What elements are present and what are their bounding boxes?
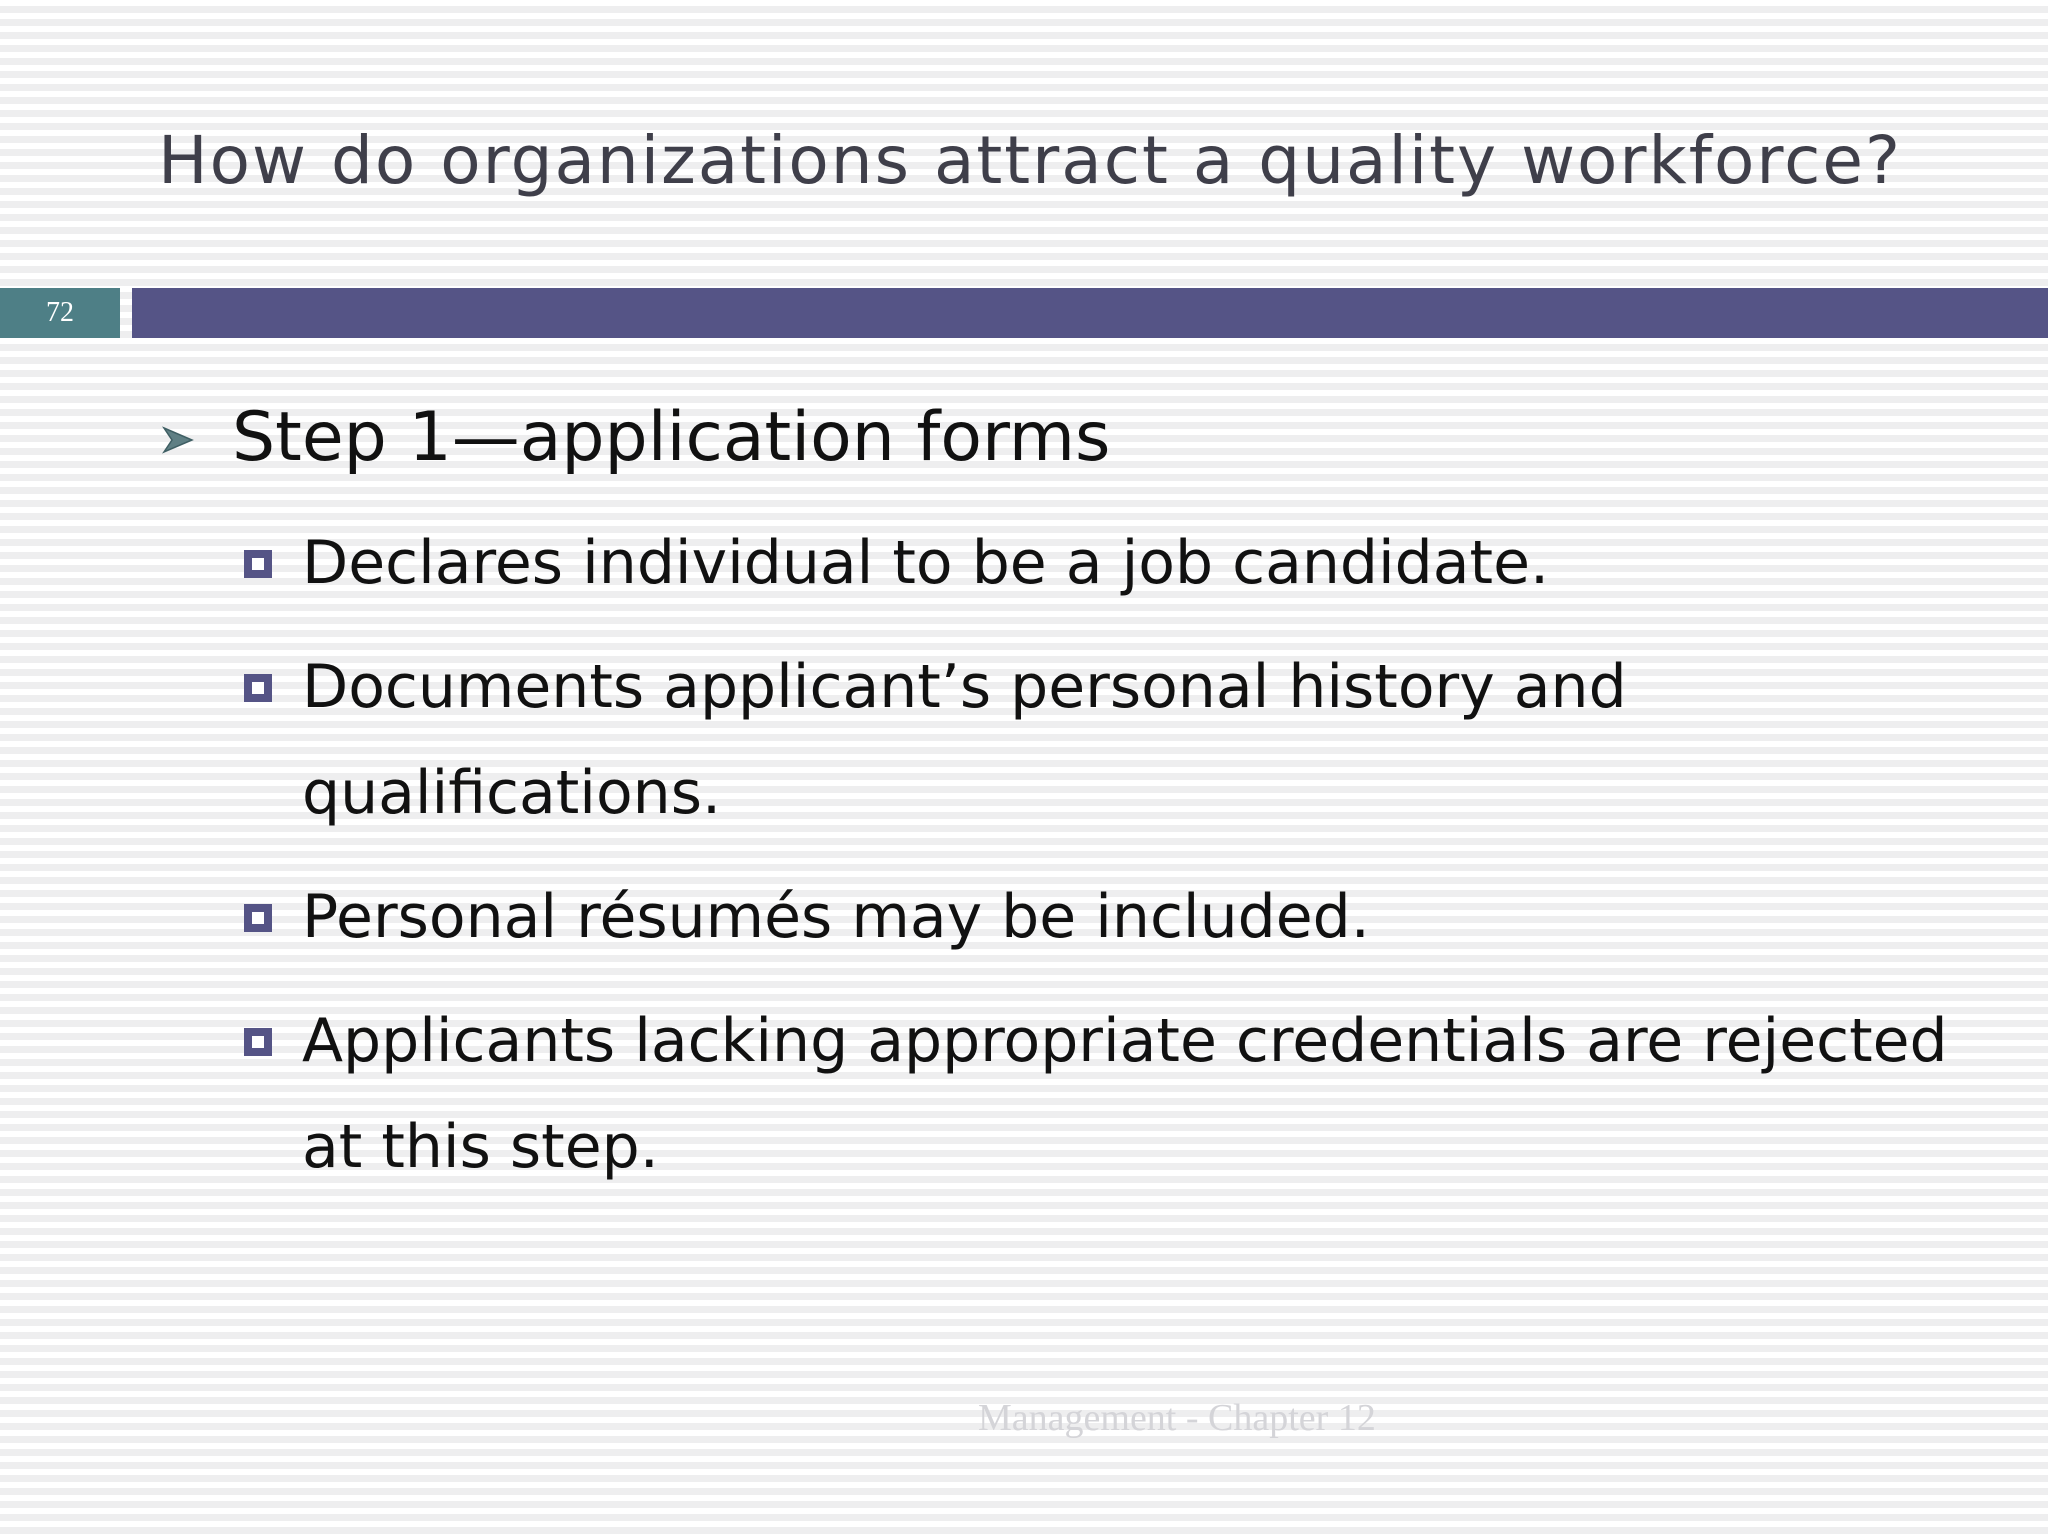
sub-bullet-text-continued: qualifications. <box>302 758 722 828</box>
level1-bullet-text: Step 1—application forms <box>232 397 1111 477</box>
sub-bullet-item <box>244 634 2004 846</box>
title-divider-bar <box>132 288 2048 338</box>
level1-bullet-item <box>162 392 1110 482</box>
sub-bullet-text-continued: at this step. <box>302 1112 659 1182</box>
square-bullet-icon <box>244 674 272 702</box>
sub-bullet-text: Documents applicant’s personal history and <box>302 652 1627 722</box>
sub-bullet-text: Applicants lacking appropriate credentials are rejected <box>302 1006 1948 1076</box>
sub-bullet-item <box>244 864 2004 970</box>
sub-bullet-text: Personal résumés may be included. <box>302 882 1370 952</box>
slide-number: 72 <box>0 288 120 338</box>
square-bullet-icon <box>244 1028 272 1056</box>
slide-footer: Management - Chapter 12 <box>978 1397 1376 1439</box>
slide-title: How do organizations attract a quality workforce? <box>158 122 1903 199</box>
sub-bullet-item <box>244 510 2004 616</box>
square-bullet-icon <box>244 904 272 932</box>
arrow-bullet-icon <box>162 424 194 456</box>
sub-bullet-item <box>244 988 2004 1200</box>
square-bullet-icon <box>244 550 272 578</box>
sub-bullet-text: Declares individual to be a job candidate. <box>302 528 1550 598</box>
